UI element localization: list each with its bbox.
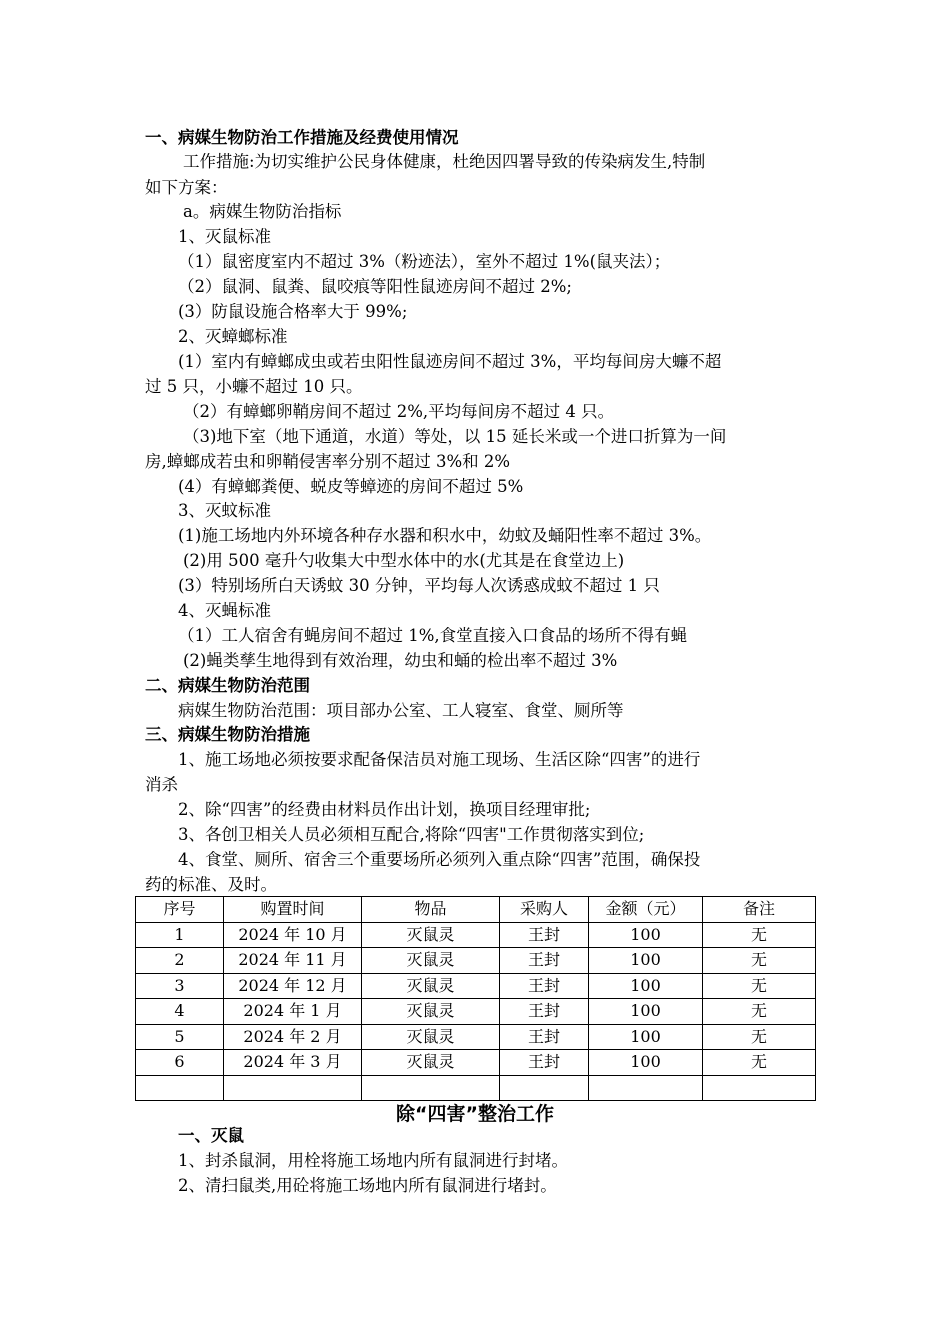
rat-standard-title: 1、灭鼠标准 [178,227,271,246]
fly-standard-item: （1）工人宿舍有蝇房间不超过 1%,食堂直接入口食品的场所不得有蝇 [178,626,688,645]
table-row [136,948,816,974]
mosquito-standard-item: (3）特别场所白天诱蚊 30 分钟，平均每人次诱惑成蚊不超过 1 只 [178,576,660,595]
table-cell: 5 [136,1024,224,1050]
mosquito-standard-item: (2)用 500 毫升勺收集大中型水体中的水(尤其是在食堂边上) [183,551,625,570]
mosquito-standard-title: 3、灭蚊标准 [178,501,271,520]
table-cell: 无 [703,922,816,948]
roach-standard-item: 过 5 只，小蠊不超过 10 只。 [145,377,363,396]
rat-standard-item: （2）鼠洞、鼠粪、鼠咬痕等阳性鼠迹房间不超过 2%; [178,277,572,296]
table-cell: 100 [589,973,703,999]
table-cell: 灭鼠灵 [362,999,500,1025]
table-cell: 2024 年 11 月 [224,948,362,974]
table-cell: 灭鼠灵 [362,973,500,999]
fly-standard-title: 4、灭蝇标准 [178,601,271,620]
section4-title: 除“四害”整治工作 [396,1103,554,1125]
table-cell [136,1075,224,1101]
section2-heading: 二、病媒生物防治范围 [145,676,310,695]
table-cell: 6 [136,1050,224,1076]
table-cell: 无 [703,999,816,1025]
table-cell: 2024 年 2 月 [224,1024,362,1050]
table-cell: 王封 [500,922,589,948]
rat-control-item: 2、清扫鼠类,用砼将施工场地内所有鼠洞进行堵封。 [178,1176,557,1195]
intro-line: 工作措施:为切实维护公民身体健康，杜绝因四署导致的传染病发生,特制 [183,152,706,171]
table-cell [500,1075,589,1101]
table-cell: 无 [703,1050,816,1076]
roach-standard-item: (4）有蟑螂粪便、蜕皮等蟑迹的房间不超过 5% [178,477,524,496]
table-row [136,999,816,1025]
table-cell: 灭鼠灵 [362,922,500,948]
table-cell: 王封 [500,999,589,1025]
table-cell: 灭鼠灵 [362,948,500,974]
section2-text: 病媒生物防治范围：项目部办公室、工人寝室、食堂、厕所等 [178,701,624,720]
rat-standard-item: （1）鼠密度室内不超过 3%（粉迹法），室外不超过 1%(鼠夹法）； [178,252,671,271]
table-cell: 100 [589,948,703,974]
table-cell: 2 [136,948,224,974]
table-cell: 100 [589,999,703,1025]
mosquito-standard-item: (1)施工场地内外环境各种存水器和积水中，幼蚊及蛹阳性率不超过 3%。 [178,526,712,545]
table-cell: 王封 [500,973,589,999]
table-cell: 2024 年 10 月 [224,922,362,948]
measure-item: 2、除“四害”的经费由材料员作出计划，换项目经理审批; [178,800,591,819]
rat-standard-item: (3）防鼠设施合格率大于 99%; [178,302,408,321]
table-header-cell: 序号 [136,897,224,923]
table-cell: 2024 年 12 月 [224,973,362,999]
measure-item: 1、施工场地必须按要求配备保洁员对施工现场、生活区除“四害”的进行 [178,750,701,769]
table-cell: 100 [589,922,703,948]
table-row [136,973,816,999]
table-cell: 2024 年 3 月 [224,1050,362,1076]
table-cell: 2024 年 1 月 [224,999,362,1025]
purchase-table [135,896,816,1101]
table-header-cell: 物品 [362,897,500,923]
section4-subheading: 一、灭鼠 [178,1126,244,1145]
roach-standard-item: (1）室内有蟑螂成虫或若虫阳性鼠迹房间不超过 3%，平均每间房大蠊不超 [178,352,722,371]
measure-item: 4、食堂、厕所、宿舍三个重要场所必须列入重点除“四害”范围，确保投 [178,850,701,869]
table-row [136,922,816,948]
table-cell: 无 [703,948,816,974]
table-cell: 无 [703,1024,816,1050]
table-cell: 灭鼠灵 [362,1024,500,1050]
roach-standard-item: （3)地下室（地下通道，水道）等处，以 15 延长米或一个进口折算为一间 [183,427,727,446]
table-cell: 王封 [500,1024,589,1050]
roach-standard-item: （2）有蟑螂卵鞘房间不超过 2%,平均每间房不超过 4 只。 [183,402,615,421]
table-row-empty [136,1075,816,1101]
table-cell: 灭鼠灵 [362,1050,500,1076]
table-row [136,1050,816,1076]
sub-heading-a: a。病媒生物防治指标 [183,202,342,221]
table-cell: 4 [136,999,224,1025]
table-cell: 1 [136,922,224,948]
table-cell: 王封 [500,948,589,974]
rat-control-item: 1、封杀鼠洞，用栓将施工场地内所有鼠洞进行封堵。 [178,1151,568,1170]
table-cell [589,1075,703,1101]
table-header-cell: 金额（元） [589,897,703,923]
table-cell: 100 [589,1024,703,1050]
table-cell: 无 [703,973,816,999]
measure-item: 消杀 [145,775,178,794]
intro-line: 如下方案： [145,178,228,197]
section1-heading: 一、病媒生物防治工作措施及经费使用情况 [145,128,459,147]
section3-heading: 三、病媒生物防治措施 [145,725,310,744]
table-cell: 王封 [500,1050,589,1076]
table-header-row [136,897,816,923]
measure-item: 3、各创卫相关人员必须相互配合,将除“四害"工作贯彻落实到位; [178,825,645,844]
table-cell [362,1075,500,1101]
roach-standard-title: 2、灭蟑螂标准 [178,327,288,346]
table-cell [703,1075,816,1101]
table-row [136,1024,816,1050]
measure-item: 药的标准、及时。 [145,875,277,894]
fly-standard-item: (2)蝇类孳生地得到有效治理，幼虫和蛹的检出率不超过 3% [183,651,618,670]
table-header-cell: 购置时间 [224,897,362,923]
table-cell: 100 [589,1050,703,1076]
table-cell [224,1075,362,1101]
table-header-cell: 采购人 [500,897,589,923]
roach-standard-item: 房,蟑螂成若虫和卵鞘侵害率分别不超过 3%和 2% [145,452,511,471]
table-cell: 3 [136,973,224,999]
table-header-cell: 备注 [703,897,816,923]
